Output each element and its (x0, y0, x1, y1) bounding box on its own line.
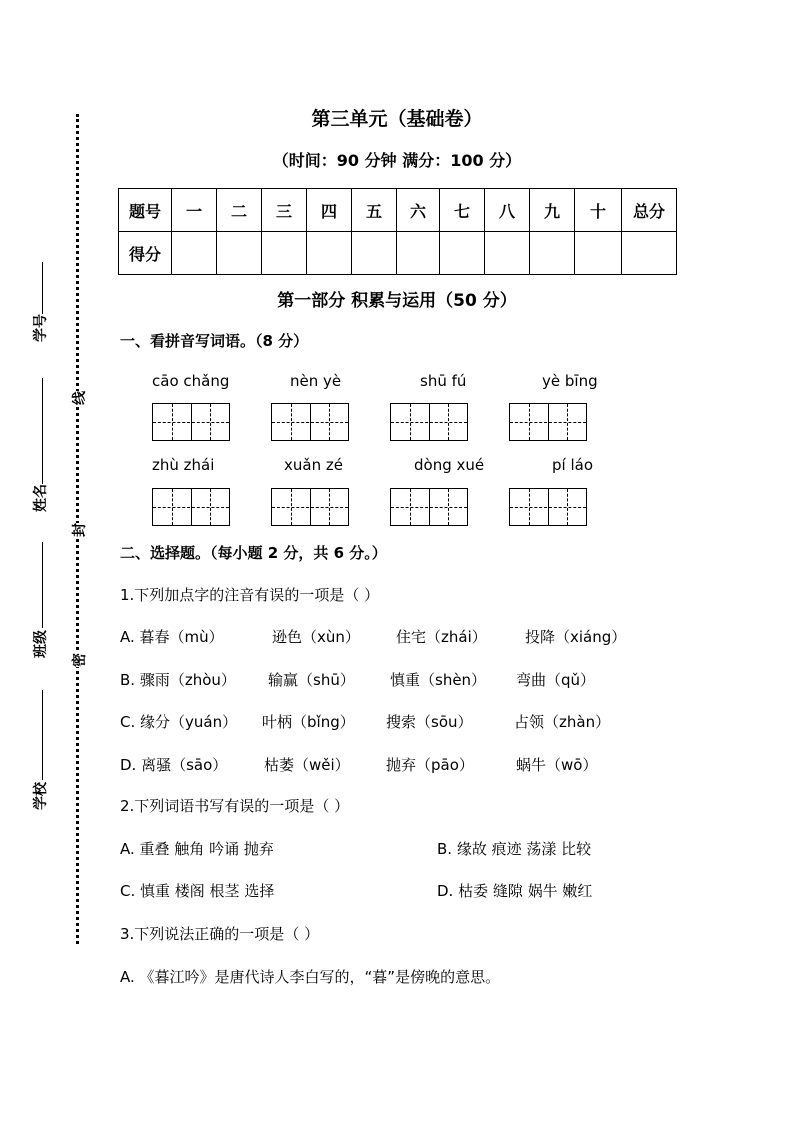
exam-title: 第三单元（基础卷） (311, 108, 483, 130)
score-cell-6: 六 (397, 189, 440, 232)
pinyin-1: cāo chǎng (152, 372, 230, 390)
q2-1-option-d-4: 蜗牛（wō） (516, 756, 598, 774)
score-row-label: 得分 (119, 232, 172, 275)
pinyin-3: shū fú (420, 372, 467, 390)
writing-grid-8[interactable] (509, 488, 587, 526)
class-line (42, 542, 43, 628)
q2-1-option-d-1: D. 离骚（sāo） (120, 756, 228, 774)
score-cell-2: 二 (217, 189, 262, 232)
q2-3-option-a: A. 《暮江吟》是唐代诗人李白写的，“暮”是傍晚的意思。 (120, 968, 501, 986)
q2-1-option-b-2: 输赢（shū） (268, 671, 355, 689)
name-label: 姓名 (33, 484, 49, 512)
writing-grid-2[interactable] (271, 403, 349, 441)
writing-grid-6[interactable] (271, 488, 349, 526)
score-cell-total: 总分 (622, 189, 677, 232)
score-input-6[interactable] (397, 232, 440, 275)
q2-1-stem: 1.下列加点字的注音有误的一项是（ ） (120, 586, 380, 604)
q2-1-option-b-1: B. 骤雨（zhòu） (120, 671, 236, 689)
q2-2-stem: 2.下列词语书写有误的一项是（ ） (120, 797, 350, 815)
q2-1-option-c-2: 叶柄（bǐng） (262, 713, 355, 731)
score-table (118, 188, 677, 275)
school-line (42, 690, 43, 780)
school-label: 学校 (33, 782, 49, 810)
q2-1-option-a-1: A. 暮春（mù） (120, 628, 224, 646)
writing-grid-4[interactable] (509, 403, 587, 441)
score-input-2[interactable] (217, 232, 262, 275)
q2-1-option-c-1: C. 缘分（yuán） (120, 713, 238, 731)
writing-grid-7[interactable] (390, 488, 468, 526)
q2-1-option-d-2: 枯萎（wěi） (264, 756, 350, 774)
class-label: 班级 (33, 630, 49, 658)
q2-2-option-b: B. 缘故 痕迹 荡漾 比较 (437, 840, 592, 858)
q2-3-stem: 3.下列说法正确的一项是（ ） (120, 925, 320, 943)
score-input-1[interactable] (172, 232, 217, 275)
q2-1-option-a-3: 住宅（zhái） (396, 628, 487, 646)
q2-1-option-c-4: 占领（zhàn） (514, 713, 611, 731)
score-cell-10: 十 (575, 189, 622, 232)
q2-1-option-c-3: 搜索（sōu） (386, 713, 473, 731)
score-cell-5: 五 (352, 189, 397, 232)
q2-2-option-c: C. 慎重 楼阁 根茎 选择 (120, 882, 275, 900)
score-input-8[interactable] (485, 232, 530, 275)
seal-char-xian: 线 (69, 391, 89, 405)
score-input-10[interactable] (575, 232, 622, 275)
score-input-4[interactable] (307, 232, 352, 275)
seal-char-mi: 密 (69, 653, 89, 667)
writing-grid-3[interactable] (390, 403, 468, 441)
q2-1-option-b-4: 弯曲（qǔ） (516, 671, 596, 689)
score-cell-1: 一 (172, 189, 217, 232)
q1-heading: 一、看拼音写词语。（8 分） (120, 332, 309, 350)
q2-2-option-d: D. 枯委 缝隙 娲牛 嫩红 (437, 882, 593, 900)
q2-1-option-a-2: 逊色（xùn） (272, 628, 360, 646)
name-line (42, 378, 43, 484)
pinyin-5: zhù zhái (152, 456, 215, 474)
score-input-7[interactable] (440, 232, 485, 275)
pinyin-7: dòng xué (414, 456, 485, 474)
score-input-5[interactable] (352, 232, 397, 275)
q2-1-option-d-3: 抛弃（pāo） (386, 756, 474, 774)
score-cell-8: 八 (485, 189, 530, 232)
score-cell-label: 题号 (119, 189, 172, 232)
q2-1-option-a-4: 投降（xiáng） (525, 628, 627, 646)
score-cell-3: 三 (262, 189, 307, 232)
score-table-score-row (119, 232, 677, 275)
score-cell-9: 九 (530, 189, 575, 232)
q2-2-option-a: A. 重叠 触角 吟诵 抛弃 (120, 840, 274, 858)
writing-grid-5[interactable] (152, 488, 230, 526)
score-cell-4: 四 (307, 189, 352, 232)
writing-grid-1[interactable] (152, 403, 230, 441)
score-cell-7: 七 (440, 189, 485, 232)
pinyin-8: pí láo (552, 456, 593, 474)
q2-1-option-b-3: 慎重（shèn） (390, 671, 487, 689)
score-input-9[interactable] (530, 232, 575, 275)
exam-subtitle: （时间：90 分钟 满分：100 分） (272, 151, 522, 170)
score-input-3[interactable] (262, 232, 307, 275)
score-input-total[interactable] (622, 232, 677, 275)
pinyin-4: yè bīng (542, 372, 598, 390)
pinyin-6: xuǎn zé (284, 456, 343, 474)
student-id-label: 学号 (33, 314, 49, 342)
part1-title: 第一部分 积累与运用（50 分） (277, 291, 517, 311)
pinyin-2: nèn yè (290, 372, 342, 390)
q2-heading: 二、选择题。（每小题 2 分，共 6 分。） (120, 544, 387, 562)
score-table-header-row (119, 189, 677, 232)
seal-char-feng: 封 (69, 523, 89, 537)
